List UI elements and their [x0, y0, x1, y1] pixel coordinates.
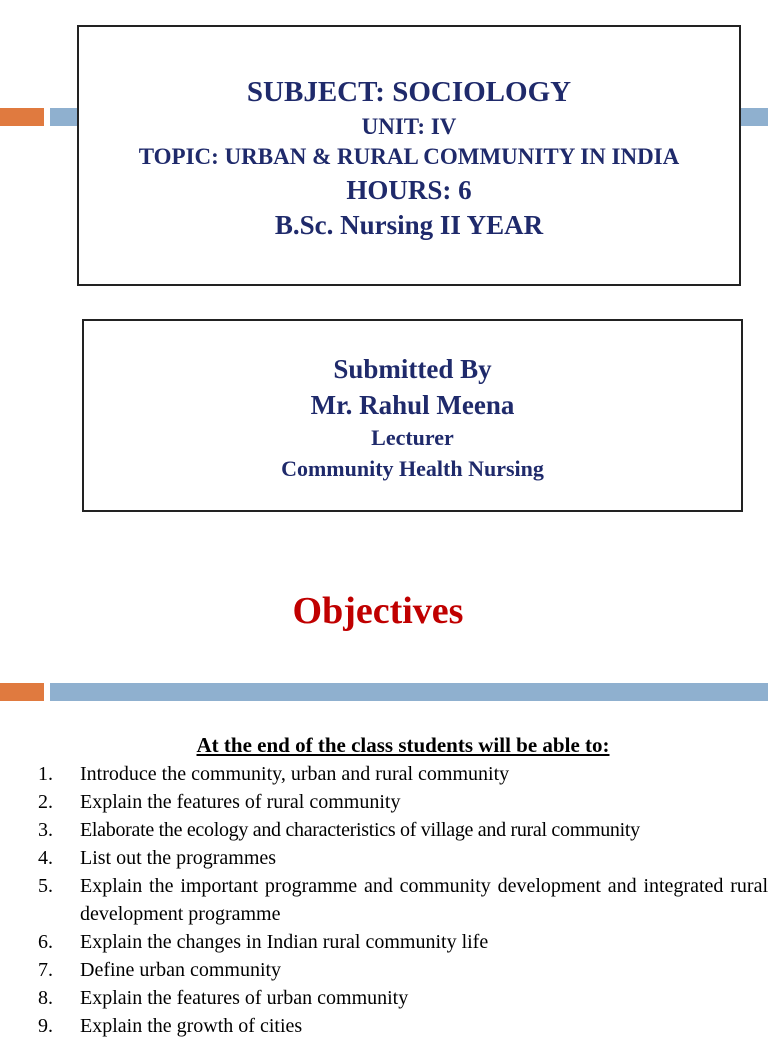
- objective-text: List out the programmes: [80, 847, 277, 869]
- objectives-intro: At the end of the class students will be able to:: [196, 733, 610, 757]
- objective-number: 1.: [38, 763, 53, 785]
- topic-label: TOPIC: URBAN & RURAL COMMUNITY IN INDIA: [138, 144, 680, 169]
- objectives-list: [0, 760, 768, 1040]
- objective-item: [0, 760, 768, 788]
- objective-text: Explain the features of urban community: [80, 987, 409, 1009]
- objective-text: Explain the growth of cities: [80, 1015, 303, 1037]
- presenter-name: Mr. Rahul Meena: [310, 390, 515, 420]
- submitted-by-box: [82, 319, 743, 512]
- objective-item: [0, 816, 768, 844]
- unit-label: UNIT: IV: [361, 114, 457, 139]
- objective-text: Explain the features of rural community: [80, 791, 401, 813]
- objective-number: 3.: [38, 819, 53, 841]
- objective-number: 9.: [38, 1015, 53, 1037]
- objective-item: [0, 872, 768, 928]
- objectives-title: Objectives: [292, 590, 464, 632]
- objective-number: 6.: [38, 931, 53, 953]
- objective-text: Define urban community: [80, 959, 282, 981]
- objective-number: 4.: [38, 847, 53, 869]
- accent-bar-orange-top: [0, 108, 44, 126]
- objective-item: [0, 984, 768, 1012]
- objective-item: [0, 1012, 768, 1040]
- objective-item: [0, 844, 768, 872]
- objective-text: Introduce the community, urban and rural community: [80, 763, 510, 785]
- presenter-designation: Lecturer: [371, 425, 454, 450]
- objective-number: 2.: [38, 791, 53, 813]
- objective-number: 8.: [38, 987, 53, 1009]
- accent-bar-blue-objectives: [50, 683, 768, 701]
- accent-bar-orange-objectives: [0, 683, 44, 701]
- title-box: [77, 25, 741, 286]
- objective-item: [0, 928, 768, 956]
- objective-item: [0, 788, 768, 816]
- objective-item: [0, 956, 768, 984]
- hours-label: HOURS: 6: [346, 175, 472, 205]
- course-label: B.Sc. Nursing II YEAR: [274, 210, 544, 240]
- objective-number: 7.: [38, 959, 53, 981]
- objective-text: Elaborate the ecology and characteristics of village and rural community: [80, 819, 640, 841]
- objective-text: Explain the changes in Indian rural community life: [80, 931, 489, 953]
- subject-heading: SUBJECT: SOCIOLOGY: [246, 76, 572, 108]
- objective-number: 5.: [38, 875, 53, 897]
- objective-text: Explain the important programme and community development and integrated rural development programme: [80, 875, 768, 925]
- submitted-by-heading: Submitted By: [333, 354, 492, 384]
- presenter-department: Community Health Nursing: [281, 456, 544, 481]
